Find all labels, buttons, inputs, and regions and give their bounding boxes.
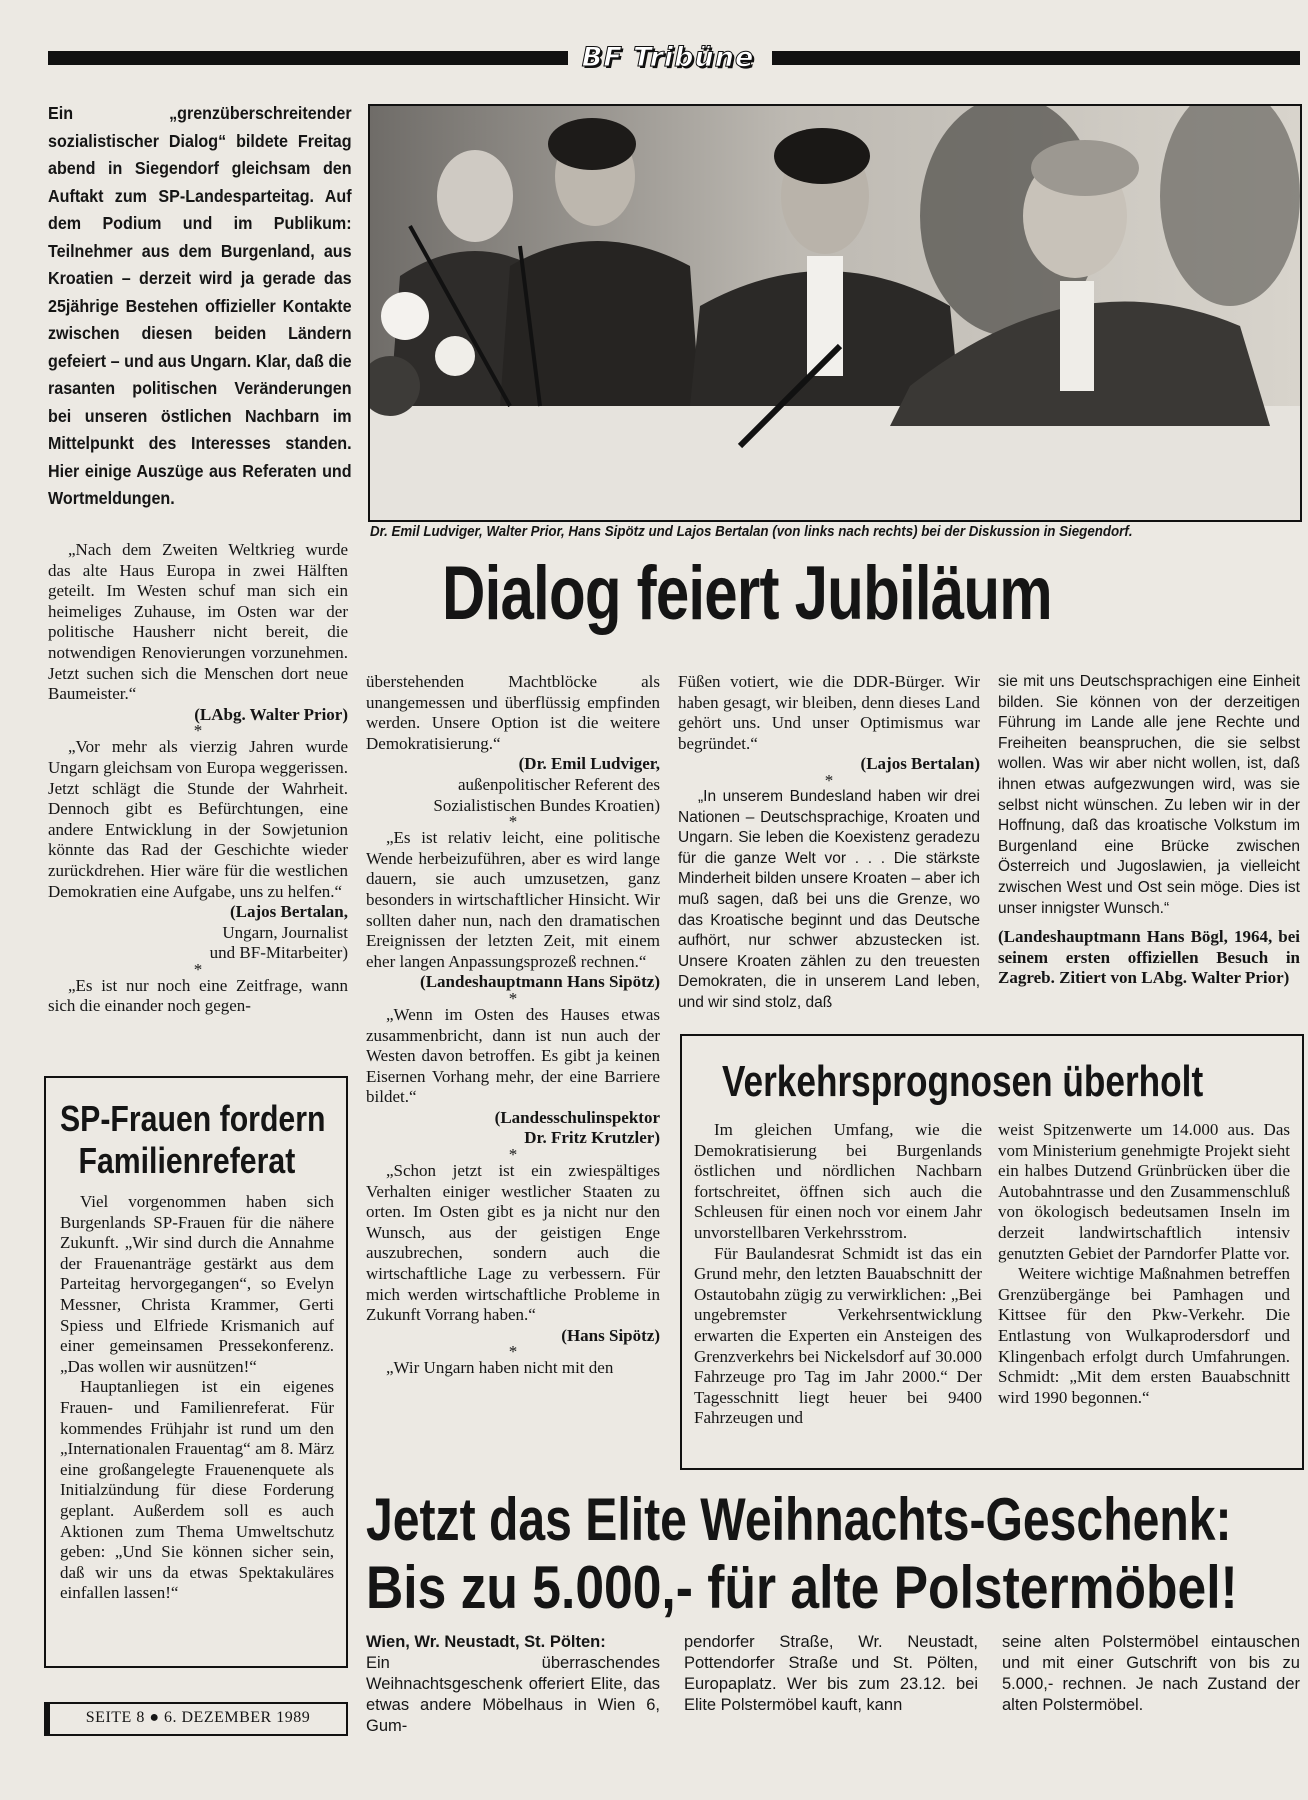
ad-column-2 [684, 1632, 978, 1716]
page-number-date: SEITE 8 ● 6. DEZEMBER 1989 [85, 1709, 311, 1726]
article-column-1 [48, 540, 348, 1017]
ad-text: seine alten Polstermöbel eintauschen und mit einer Gutschrift von bis zu 5.000,- rechnen. Je nach Zustand der alten Polstermöbel. [1002, 1633, 1300, 1714]
quote-continued: „Es ist nur noch eine Zeitfrage, wann sich die einander noch gegen- [48, 975, 348, 1016]
masthead-rule-right [772, 51, 1300, 65]
quote-source: (Landesschulinspektor [494, 1107, 660, 1127]
ad-column-3 [1002, 1632, 1300, 1716]
quote-sipoetz-2: „Schon jetzt ist ein zwiespältiges Verhalten einiger westlicher Staaten zu orten. Im Osten gibt es ja nicht nur den Wunsch, aus der geistigen Enge auszubrechen, sondern auch die wirtschaftliche Lage zu verbessern. Für mich werden wirtschaftliche Probleme in Zukunft Vorrang haben.“ [366, 1161, 660, 1325]
ad-headline-1: Jetzt das Elite Weihnachts-Geschenk: [366, 1486, 1232, 1553]
article-column-2 [366, 672, 660, 1379]
ad-headline-2: Bis zu 5.000,- für alte Polstermöbel! [366, 1554, 1238, 1621]
ad-column-1 [366, 1632, 660, 1737]
photo [368, 104, 1302, 522]
photo-illustration [370, 106, 1300, 520]
sp-frauen-title: SP-Frauen fordern Familienreferat [60, 1098, 326, 1181]
quote-sipoetz: „Es ist relativ leicht, eine politische Wende herbeizuführen, aber es wird lange dauern, sie auch umzusetzen, ganz besonders in wirtschaftlicher Hinsicht. Wir sollten daher nun, nach den dramatischen Ereignissen der letzten Zeit, mit einem eher langen Anpassungsprozeß rechnen.“ [366, 828, 660, 971]
verkehr-paragraph: Für Baulandesrat Schmidt ist das ein Grund mehr, den letzten Bauabschnitt der Ostautobahn zügig zu verwirklichen: „Bei ungebremster Verkehrsentwicklung erwarten die Experten ein Ansteigen des Grenzverkehrs bei Nickelsdorf auf 30.000 Fahrzeuge pro Tag im Jahr 2000.“ Der Tagesschnitt liegt heuer bei 9400 Fahrzeugen und [694, 1243, 982, 1428]
masthead-logo: BF Tribüne [581, 42, 755, 73]
quote-source: (Dr. Emil Ludviger, [518, 754, 660, 774]
quote-ungarn: „Wir Ungarn haben nicht mit den [386, 1358, 614, 1378]
quote-bertalan: „Vor mehr als vierzig Jahren wurde Ungarn gleichsam von Europa weggerissen. Jetzt schlägt die Stunde der Wahrheit. Dennoch gibt es Befürchtungen, eine andere Entwicklung in der Sowjetunion könnte das Rad der Geschichte wieder zurückdrehen. Hier wäre für die westlichen Demokratien eine Aufgabe, uns zu helfen.“ [48, 737, 348, 901]
separator-star: * [508, 812, 518, 832]
ad-lead: Wien, Wr. Neustadt, St. Pölten: [366, 1633, 606, 1651]
quote-source: (Landeshauptmann Hans Sipötz) [420, 972, 660, 992]
verkehr-paragraph: Weitere wichtige Maßnahmen betreffen Grenzübergänge bei Pamhagen und Kittsee für den Pkw-Verkehr. Die Entlastung von Wulkaprodersdorf und Klingenbach erfolgt durch Umfahrungen. Schmidt: „Mit dem ersten Bauabschnitt wird 1990 begonnen.“ [998, 1264, 1290, 1407]
page-footer [44, 1702, 348, 1736]
article-column-4 [998, 672, 1300, 989]
ad-text: Ein überraschendes Weihnachtsgeschenk offeriert Elite, das etwas andere Möbelhaus in Wien 6, Gum- [366, 1654, 660, 1735]
separator-star: * [193, 721, 203, 741]
separator-star: * [508, 988, 518, 1008]
verkehr-paragraph: weist Spitzenwerte um 14.000 aus. Das vom Ministerium genehmigte Projekt sieht ein halbes Dutzend Grünbrücken über die Autobahntrasse und den Zusammenschluß von ökologisch bedeutsamen Inseln im derzeit landwirtschaftlich intensiv genutzten Gebiet der Parndorfer Platte vor. [998, 1120, 1290, 1263]
article-column-3 [678, 672, 980, 1014]
quote-prior: „Nach dem Zweiten Weltkrieg wurde das alte Haus Europa in zwei Hälften geteilt. Im Westen schuf man sich ein heimeliges Zuhause, im Osten war der politische Hausherr nicht bereit, die notwendigen Renovierungen vorzunehmen. Jetzt suchen sich die Menschen dort neue Baumeister.“ [48, 540, 348, 704]
quote-source: (Lajos Bertalan) [860, 754, 980, 774]
sp-frauen-paragraph: Hauptanliegen ist ein eigenes Frauen- und Familienreferat. Für kommendes Frühjahr ist rund um den „Internationalen Frauentag“ am 8. März eine großangelegte Frauenenquete als Initialzündung für diese Forderung geplant. Außerdem soll es auch Aktionen zum Thema Umweltschutz geben: „Und Sie können sicher sein, daß wir uns da etwas Spektakuläres einfallen lassen!“ [60, 1377, 334, 1603]
quote-krutzler: „Wenn im Osten des Hauses etwas zusammenbricht, dann ist nun auch der Westen davon betroffen. Es gibt ja keinen Eisernen Vorhang mehr, der eine Barriere bildet.“ [366, 1004, 660, 1107]
intro-text: Ein „grenzüberschreitender sozialistischer Dialog“ bildete Freitag abend in Siegendorf gleichsam den Auftakt zum SP-Landesparteitag. Auf dem Podium und im Publikum: Teilnehmer aus dem Burgenland, aus Kroatien – derzeit wird ja gerade das 25jährige Bestehen offizieller Kontakte zwischen diesen beiden Ländern gefeiert – und aus Ungarn. Klar, daß die rasanten politischen Veränderungen bei unseren östlichen Nachbarn im Mittelpunkt des Interesses standen. Hier einige Auszüge aus Referaten und Wortmeldungen. [48, 103, 352, 508]
separator-star: * [508, 1342, 518, 1362]
separator-star: * [824, 770, 834, 790]
quote-source-detail: und BF-Mitarbeiter) [209, 943, 348, 963]
quote-source: (Landeshauptmann Hans Bögl, 1964, bei seinem ersten offiziellen Besuch in Zagreb. Zitiert von LAbg. Walter Prior) [998, 927, 1300, 988]
quote-continued: sie mit uns Deutschsprachigen eine Einheit bilden. Sie können von der derzeitigen Führung im Lande alle jene Rechte und Freiheiten beanspruchen, die sie selbst wollen. Was wir aber nicht wollen, ist, daß ihnen etwas aufgezwungen wird, was sie selbst nicht wünschen. Zu leben wir in der Hoffnung, daß das kroatische Volkstum im Burgenland eine Brücke zwischen Österreich und Jugoslawien, ja vielleicht zwischen West und Ost sein möge. Dies ist unser innigster Wunsch.“ [998, 673, 1300, 917]
sp-frauen-paragraph: Viel vorgenommen haben sich Burgenlands SP-Frauen für die nähere Zukunft. „Wir sind durch die Annahme der Frauenanträge gestärkt aus dem Parteitag hervorgegangen“, so Evelyn Messner, Christa Krammer, Gerti Spiess und Elfriede Krismanich auf einer gemeinsamen Pressekonferenz. „Das wollen wir ausnützen!“ [60, 1192, 334, 1376]
quote-continued: überstehenden Machtblöcke als unangemessen und überflüssig empfinden werden. Unsere Option ist die weitere Demokratisierung.“ [366, 672, 660, 753]
ad-text: pendorfer Straße, Wr. Neustadt, Pottendorfer Straße und St. Pölten, Europaplatz. Wer bis zum 23.12. bei Elite Polstermöbel kauft, kann [684, 1633, 978, 1714]
quote-source: Dr. Fritz Krutzler) [524, 1128, 660, 1148]
quote-source-detail: außenpolitischer Referent des Sozialistischen Bundes Kroatien) [433, 774, 660, 815]
verkehr-box [680, 1034, 1304, 1470]
verkehr-paragraph: Im gleichen Umfang, wie die Demokratisierung bei Burgenlands östlichen und nördlichen Nachbarn fortschreitet, öffnen sich auch die Schleusen für einen noch vor einem Jahr unvorstellbaren Verkehrsstrom. [694, 1120, 982, 1242]
quote-source: (Lajos Bertalan, [229, 902, 348, 922]
photo-caption: Dr. Emil Ludviger, Walter Prior, Hans Sipötz und Lajos Bertalan (von links nach rechts) bei der Diskussion in Siegendorf. [370, 524, 1133, 540]
headline: Dialog feiert Jubiläum [442, 551, 1052, 636]
verkehr-title: Verkehrsprognosen überholt [722, 1057, 1204, 1106]
quote-source: (Hans Sipötz) [561, 1325, 660, 1345]
quote-continued: Füßen votiert, wie die DDR-Bürger. Wir haben gesagt, wir bleiben, denn dieses Land gehört uns. Und unser Optimismus war begründet.“ [678, 672, 980, 753]
quote-source-detail: Ungarn, Journalist [222, 922, 348, 942]
sp-frauen-box [44, 1076, 348, 1668]
quote-boegl: „In unserem Bundesland haben wir drei Nationen – Deutschsprachige, Kroaten und Ungarn. Sie leben die Koexistenz geradezu für die ganze Welt vor . . . Die stärkste Minderheit bilden unsere Kroaten – aber ich muß sagen, daß bei uns die Grenze, wo das Kroatische beginnt und das Deutsche aufhört, nur schwer abzustecken ist. Unsere Kroaten zählen zu den treuesten Demokraten, die in unserem Land leben, und wir sind stolz, daß [678, 787, 980, 1011]
separator-star: * [508, 1145, 518, 1165]
separator-star: * [193, 959, 203, 979]
quote-source: (LAbg. Walter Prior) [194, 704, 348, 724]
masthead-rule-left [48, 51, 568, 65]
